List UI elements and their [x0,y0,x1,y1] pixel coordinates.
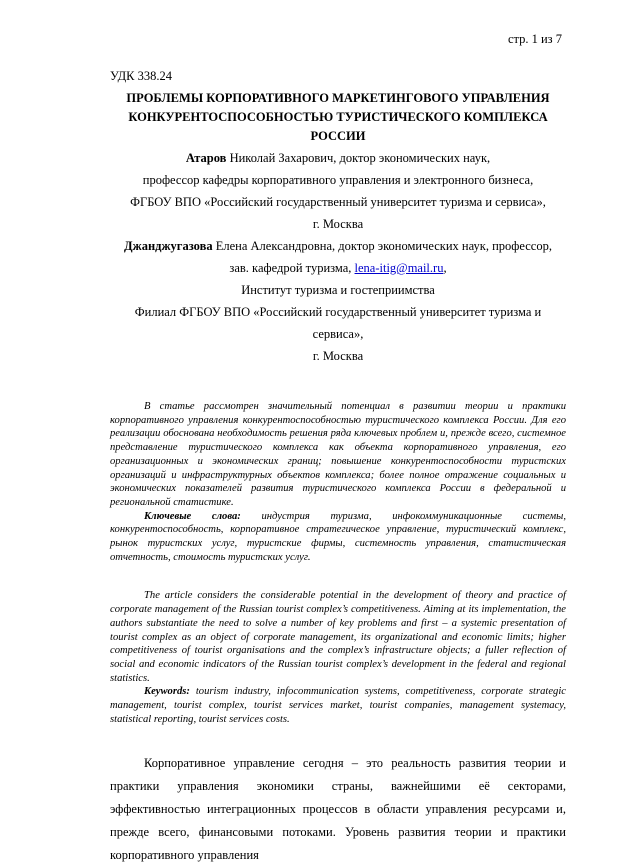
author2-city: г. Москва [312,349,364,363]
main-paragraph-1: Корпоративное управление сегодня – это реальность развития теории и практики управления экономики страны, важнейшими её секторами, эффективностью интеграционных процессов в области управления ресурсами и, прежде всего, финансовыми потоками. Уровень развития теории и практики корпоративного управления [110,756,566,863]
author1-line [110,147,566,169]
author2-position [110,257,566,279]
author2-surname: Джанджугазова [124,239,213,253]
author2-institute: Институт туризма и гостеприимства [241,283,435,297]
author2-position-suffix: , [443,261,447,275]
title-line-1: ПРОБЛЕМЫ КОРПОРАТИВНОГО МАРКЕТИНГОВОГО УПРАВЛЕНИЯ [126,91,550,105]
author1-org: ФГБОУ ВПО «Российский государственный университет туризма и сервиса», [130,195,546,209]
abstract-en-text: The article considers the considerable potential in the development of theory and practice of corporate management of the Russian tourist complex’s competitiveness. Aiming at its implementation, the authors substantiate the need to solve a number of key problems and first – a systemic presentation of tourist complex as an object of corporate management, its organizational and economic limits; higher competitiveness of tourist organisations and the complex’s infrastructure objects; a fuller reflection of social and economic indicators of the Russian tourist complex’s development in the federal and regional statistics. [110,590,566,684]
author2-position-prefix: зав. кафедрой туризма, [229,261,355,275]
keywords-ru-label: Ключевые слова: [144,510,241,522]
article-title [110,89,566,146]
document-body [110,68,566,867]
title-line-2: КОНКУРЕНТОСПОСОБНОСТЬЮ ТУРИСТИЧЕСКОГО КОМПЛЕКСА РОССИИ [128,110,548,143]
keywords-en-list: tourism industry, infocommunication systems, competitiveness, corporate strategic management, tourist complex, tourist services market, tourist companies, management systemacy, statistical reporting, tourist services costs. [110,686,566,725]
author1-surname: Атаров [185,151,227,165]
page-number: стр. 1 из 7 [507,32,562,46]
main-text [110,752,566,867]
udk-code: УДК 338.24 [110,69,172,83]
author2-line [110,235,566,257]
keywords-en [110,685,566,726]
abstract-ru-text: В статье рассмотрен значительный потенциал в развитии теории и практики корпоративного управления конкурентоспособностью туристического комплекса России. Для его реализации обоснована необходимость решения ряда ключевых проблем и, прежде всего, системное представление туристического комплекса как объекта корпоративного управления, его организационных и экономических границ; повышение конкурентоспособности туристских организаций и инфраструктурных объектов комплекса; более полное отражение социальных и экономических показателей развития туристического комплекса России в федеральной и региональной статистике. [110,401,566,508]
abstract-russian [110,400,566,564]
keywords-en-label: Keywords: [144,686,190,698]
author-block [110,147,566,367]
author1-name-title: Николай Захарович, доктор экономических наук, [226,151,491,165]
author1-position: профессор кафедры корпоративного управления и электронного бизнеса, [142,173,534,187]
keywords-ru-list: индустрия туризма, инфокоммуникационные системы, конкурентоспособность, корпоративное стратегическое управление, туристический комплекс, рынок туристских услуг, туристские фирмы, системность управления, статистическая отчетность, стоимость туристских услуг. [110,510,566,563]
author1-city: г. Москва [312,217,364,231]
author2-email-link[interactable]: lena-itig@mail.ru [354,261,444,275]
author2-org: Филиал ФГБОУ ВПО «Российский государственный университет туризма и сервиса», [134,305,542,341]
author2-name-title: Елена Александровна, доктор экономических наук, профессор, [212,239,552,253]
keywords-ru [110,510,566,565]
abstract-english [110,589,566,726]
